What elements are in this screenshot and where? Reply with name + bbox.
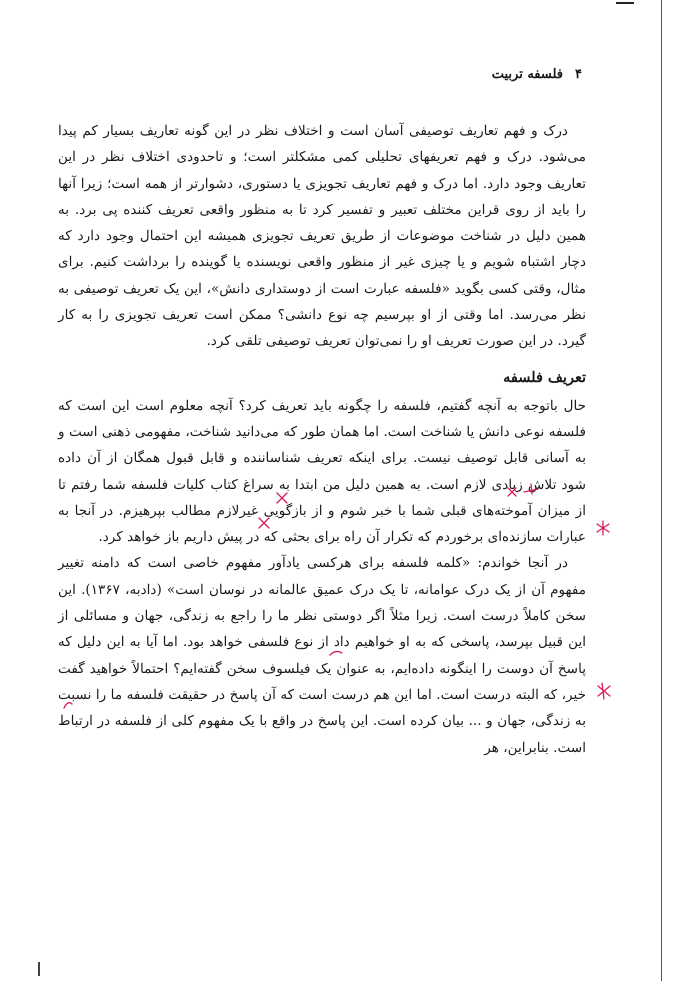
scan-edge-mark xyxy=(616,2,634,4)
paragraph: در آنجا خواندم: «کلمه فلسفه برای هرکسی یادآور مفهوم خاصی است که دامنه تغییر مفهوم آن از یک درک عوامانه، تا یک درک عمیق عالمانه در نوسان است» (دادبه، ۱۳۶۷). این سخن کاملاً درست است. زیرا مثلاً اگر دوستی نظر ما را راجع به زندگی، جهان و مسائلی از این قبیل بپرسد، پاسخی که به او خواهیم داد از نوع فلسفی خواهد بود. اما آیا به این دلیل که پاسخ آن دوست را اینگونه داده‌ایم، به عنوان یک فیلسوف سخن گفته‌ایم؟ احتمالاً خواهید گفت خیر، که البته درست است. اما این هم درست است که آن پاسخ در حقیقت فلسفه ما را نسبت به زندگی، جهان و ... بیان کرده است. این پاسخ در واقع با یک مفهوم کلی از فلسفه در ارتباط است. بنابراین، هر xyxy=(58,555,587,756)
paragraph: درک و فهم تعاریف توصیفی آسان است و اختلاف نظر در این گونه تعاریف بسیار کم پیدا می‌شود. درک و فهم تعریفهای تحلیلی کمی مشکلتر است؛ و تاحدودی اختلاف نظر در این تعاریف وجود دارد. اما درک و فهم تعاریف تجویزی یا دستوری، دشوارتر از همه است؛ زیرا آنها را باید از روی قراین مختلف تعبیر و تفسیر کرد تا به منظور واقعی تعریف کننده پی برد. به همین دلیل در شناخت موضوعات از طریق تعریف تجویزی همیشه این احتمال وجود دارد که دچار اشتباه شویم و یا چیزی غیر از منظور واقعی نویسنده یا گوینده را برداشت کنیم. برای مثال، وقتی کسی بگوید «فلسفه عبارت است از دوستداری دانش»، این یک تعریف توصیفی به نظر می‌رسد. اما وقتی از او بپرسیم چه نوع دانشی؟ ممکن است تعریف تجویزی را به کار گیرد. در این صورت تعریف او را نمی‌توان تعریف توصیفی تلقی کرد. xyxy=(58,123,586,350)
page-body xyxy=(58,118,586,761)
paragraph: حال باتوجه به آنچه گفتیم، فلسفه را چگونه باید تعریف کرد؟ آنچه معلوم است این است که فلسفه نوعی دانش یا شناخت است. اما همان طور که می‌دانید شناخت، مفهومی ذهنی است و به آسانی قابل توصیف نیست. برای اینکه تعریف شناساننده و قابل قبول همگان از آن داده شود تلاش زیادی لازم است. به همین دلیل من ابتدا به سراغ کتاب کلیات فلسفه شما رفتم تا از میزان آموخته‌های قبلی شما با خبر شوم و از بازگویی غیرلازم مطالب بپرهیزم. در آنجا به عبارات سازنده‌ای برخوردم که تکرار آن راه برای بحثی که در پیش داریم باز خواهد کرد. xyxy=(58,397,586,546)
running-header xyxy=(470,64,582,84)
pen-asterisk-mark xyxy=(597,521,609,535)
page-number: ۴ xyxy=(575,66,582,82)
running-title: فلسفه تربیت xyxy=(491,66,564,82)
page-edge-line xyxy=(661,0,662,981)
pen-asterisk-mark xyxy=(598,683,610,699)
section-heading: تعریف فلسفه xyxy=(503,368,586,386)
scan-edge-mark xyxy=(38,962,40,976)
